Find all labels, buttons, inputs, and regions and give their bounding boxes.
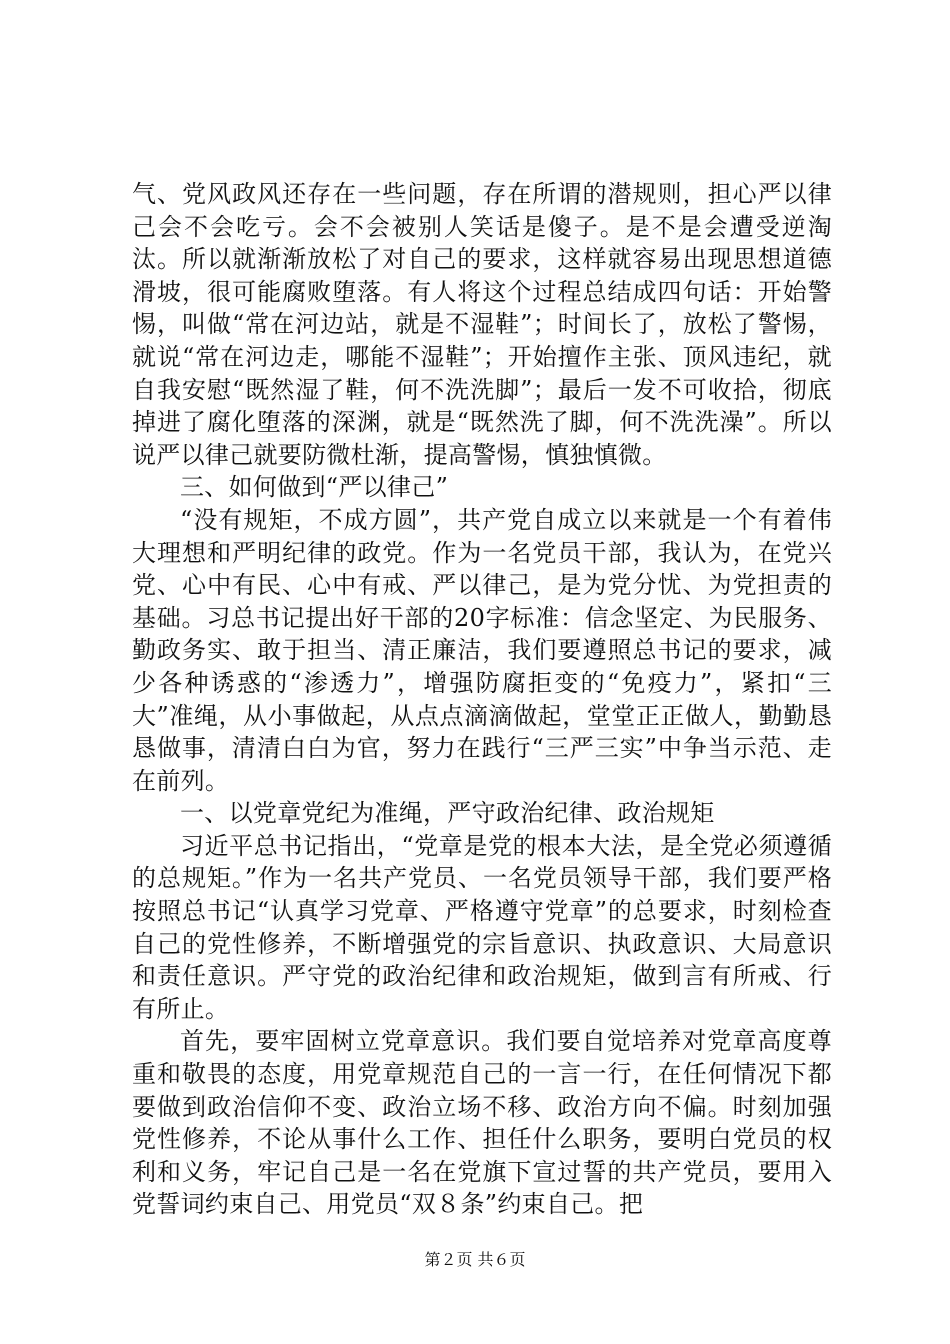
page-number-footer: 第２页 共６页 (424, 1250, 526, 1269)
paragraph-3: 习近平总书记指出，“党章是党的根本大法，是全党必须遵循的总规矩。”作为一名共产党员、一名党员领导干部，我们要严格按照总书记“认真学习党章、严格遵守党章”的总要求，时刻检查自己的党性修养，不断增强党的宗旨意识、执政意识、大局意识和责任意识。严守党的政治纪律和政治规矩，做到言有所戒、行有所止。 (132, 831, 832, 1023)
document-body (132, 178, 832, 1221)
section-heading-3: 三、如何做到“严以律己” (180, 473, 449, 502)
paragraph-2: “没有规矩，不成方圆”，共产党自成立以来就是一个有着伟大理想和严明纪律的政党。作为一名党员干部，我认为，在党兴党、心中有民、心中有戒、严以律己，是为党分忧、为党担责的基础。习总书记提出好干部的20字标准：信念坚定、为民服务、勤政务实、敢于担当、清正廉洁，我们要遵照总书记的要求，减少各种诱惑的“渗透力”，增强防腐拒变的“免疫力”，紧扣“三大”准绳，从小事做起，从点点滴滴做起，堂堂正正做人，勤勤恳恳做事，清清白白为官，努力在践行“三严三实”中争当示范、走在前列。 (132, 505, 832, 795)
subsection-heading-1: 一、以党章党纪为准绳，严守政治纪律、政治规矩 (180, 799, 715, 828)
paragraph-4: 首先，要牢固树立党章意识。我们要自觉培养对党章高度尊重和敬畏的态度，用党章规范自己的一言一行，在任何情况下都要做到政治信仰不变、政治立场不移、政治方向不偏。时刻加强党性修养，不论从事什么工作、担任什么职务，要明白党员的权利和义务，牢记自己是一名在党旗下宣过誓的共产党员，要用入党誓词约束自己、用党员“双８条”约束自己。把 (132, 1027, 832, 1219)
paragraph-1: 气、党风政风还存在一些问题，存在所谓的潜规则，担心严以律己会不会吃亏。会不会被别人笑话是傻子。是不是会遭受逆淘汰。所以就渐渐放松了对自己的要求，这样就容易出现思想道德滑坡，很可能腐败堕落。有人将这个过程总结成四句话：开始警惕，叫做“常在河边站，就是不湿鞋”；时间长了，放松了警惕，就说“常在河边走，哪能不湿鞋”；开始擅作主张、顶风违纪，就自我安慰“既然湿了鞋，何不洗洗脚”；最后一发不可收拾，彻底掉进了腐化堕落的深渊，就是“既然洗了脚，何不洗洗澡”。所以说严以律己就要防微杜渐，提高警惕，慎独慎微。 (132, 180, 832, 469)
